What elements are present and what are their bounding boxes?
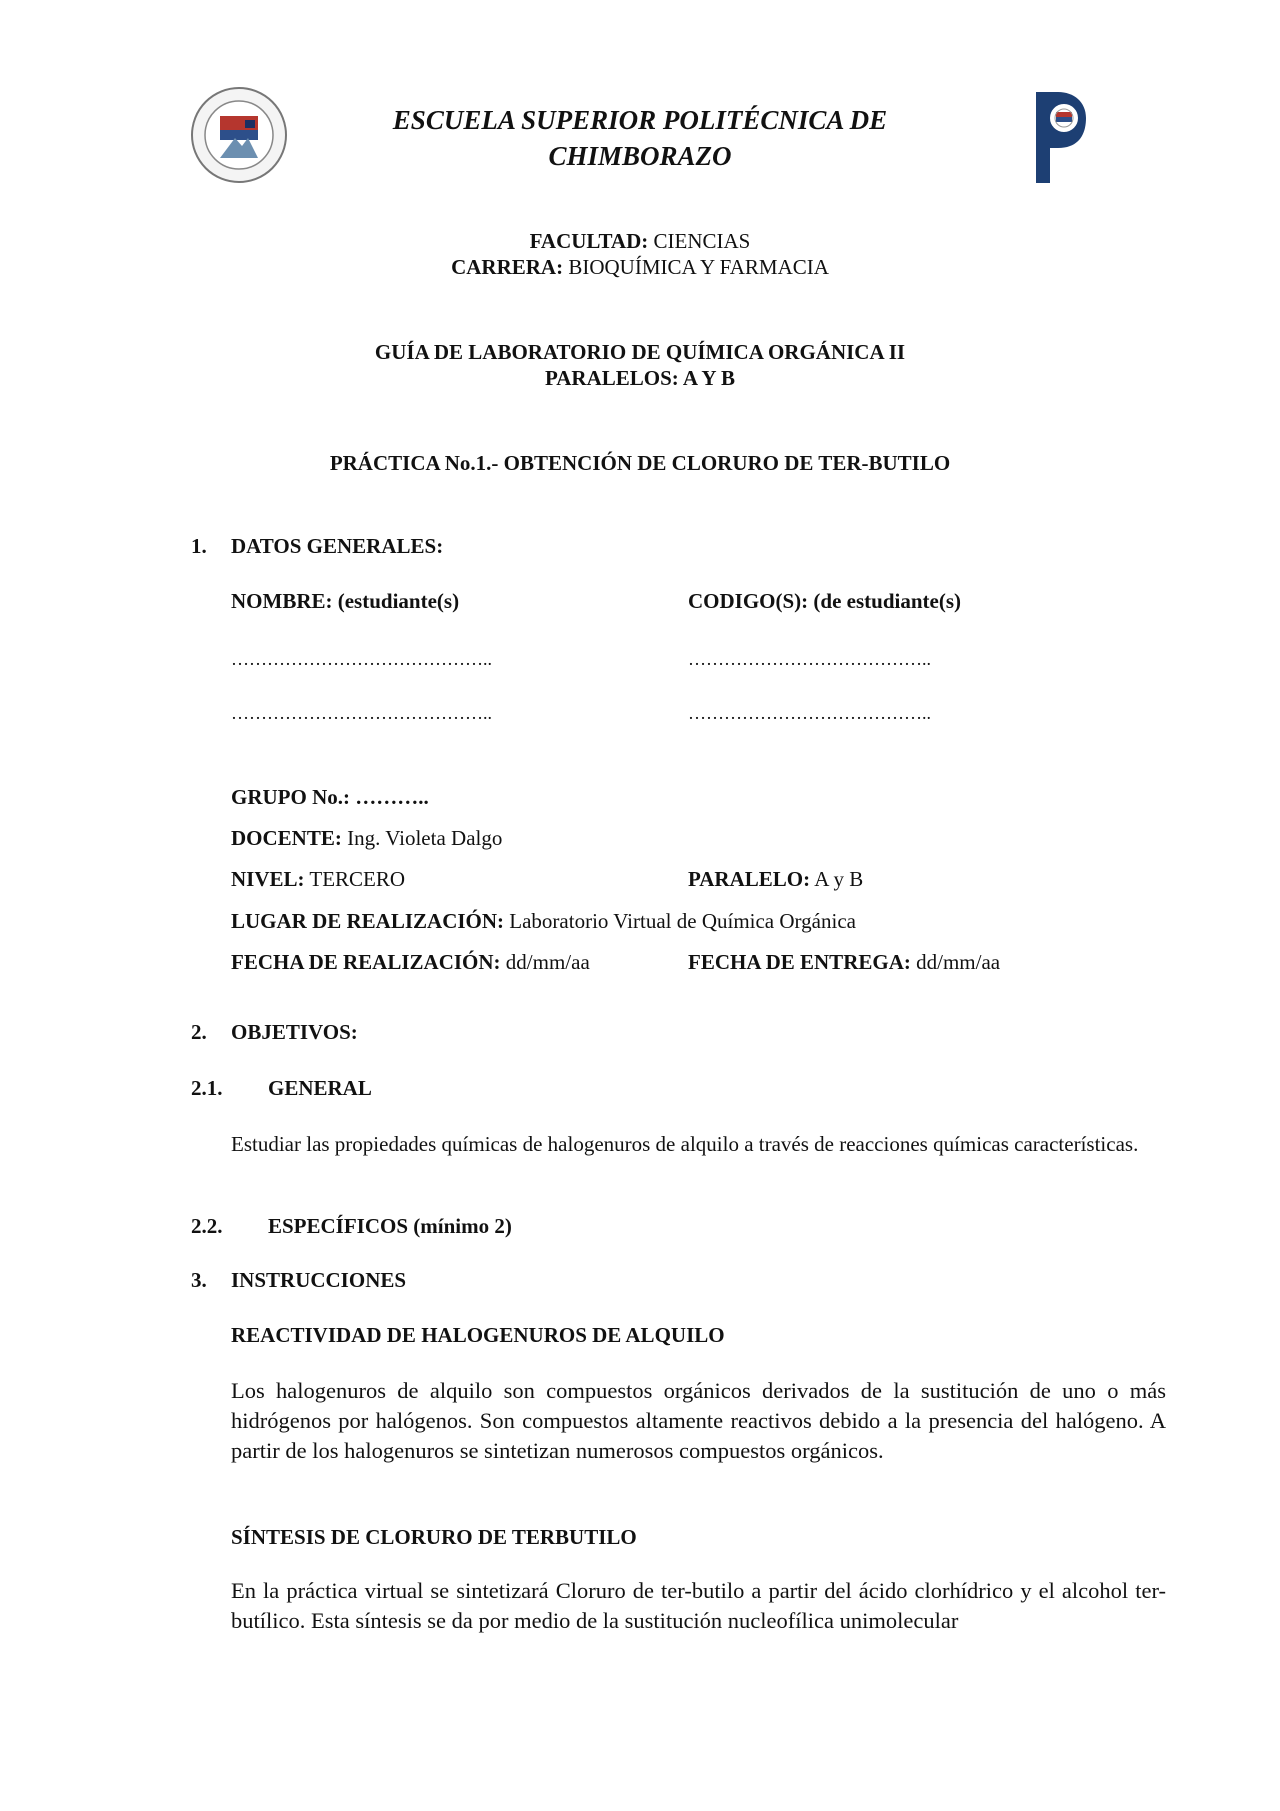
career-value: BIOQUÍMICA Y FARMACIA bbox=[568, 255, 829, 279]
guide-parallels: PARALELOS: A Y B bbox=[544, 366, 735, 390]
general-number: 2.1. bbox=[191, 1076, 223, 1100]
delivery-value: dd/mm/aa bbox=[916, 950, 1001, 974]
university-title-line2: CHIMBORAZO bbox=[548, 141, 732, 171]
faculty-label: FACULTAD: bbox=[529, 229, 649, 253]
level-value: TERCERO bbox=[309, 867, 406, 891]
guide-title: GUÍA DE LABORATORIO DE QUÍMICA ORGÁNICA II bbox=[374, 340, 906, 364]
parallel-label: PARALELO: bbox=[688, 867, 811, 891]
group-value: ……….. bbox=[355, 785, 429, 809]
place-line bbox=[231, 909, 856, 934]
teacher-value: Ing. Violeta Dalgo bbox=[347, 826, 503, 850]
date-label: FECHA DE REALIZACIÓN: bbox=[231, 950, 501, 974]
practice-title: PRÁCTICA No.1.- OBTENCIÓN DE CLORURO DE TER-BUTILO bbox=[329, 451, 951, 475]
section3-number: 3. bbox=[191, 1268, 207, 1292]
faculty-line bbox=[0, 229, 1280, 254]
code-blank-2: ………………………………….. bbox=[688, 703, 931, 723]
group-line bbox=[231, 785, 429, 810]
name-label: NOMBRE: (estudiante(s) bbox=[231, 589, 460, 613]
date-line bbox=[231, 950, 590, 975]
group-label: GRUPO No.: bbox=[231, 785, 350, 809]
teacher-line bbox=[231, 826, 502, 851]
place-label: LUGAR DE REALIZACIÓN: bbox=[231, 909, 505, 933]
teacher-label: DOCENTE: bbox=[231, 826, 342, 850]
parallel-line bbox=[688, 867, 863, 892]
reactivity-text: Los halogenuros de alquilo son compuestos orgánicos derivados de la sustitución de uno o más hidrógenos por halógenos. Son compuestos altamente reactivos debido a la presencia del halógeno. A partir de los halogenuros se sintetizan numerosos compuestos orgánicos. bbox=[231, 1378, 1166, 1463]
career-line bbox=[0, 255, 1280, 280]
date-value: dd/mm/aa bbox=[505, 950, 590, 974]
parallel-value: A y B bbox=[814, 867, 864, 891]
level-label: NIVEL: bbox=[231, 867, 305, 891]
specific-title: ESPECÍFICOS (mínimo 2) bbox=[268, 1214, 512, 1238]
section2-number: 2. bbox=[191, 1020, 207, 1044]
career-label: CARRERA: bbox=[451, 255, 564, 279]
delivery-label: FECHA DE ENTREGA: bbox=[688, 950, 911, 974]
section1-title: DATOS GENERALES: bbox=[231, 534, 444, 558]
name-blank-2: …………………………………….. bbox=[231, 703, 492, 723]
code-label: CODIGO(S): (de estudiante(s) bbox=[688, 589, 961, 613]
faculty-value: CIENCIAS bbox=[653, 229, 751, 253]
university-title-line1: ESCUELA SUPERIOR POLITÉCNICA DE bbox=[392, 105, 888, 135]
specific-number: 2.2. bbox=[191, 1214, 223, 1238]
general-title: GENERAL bbox=[268, 1076, 372, 1100]
section2-title: OBJETIVOS: bbox=[231, 1020, 358, 1044]
reactivity-title: REACTIVIDAD DE HALOGENUROS DE ALQUILO bbox=[231, 1323, 725, 1347]
name-blank-1: …………………………………….. bbox=[231, 649, 492, 669]
synthesis-text: En la práctica virtual se sintetizará Cloruro de ter-butilo a partir del ácido clorhídrico y el alcohol ter-butílico. Esta síntesis se da por medio de la sustitución nucleofílica unimolecular bbox=[231, 1578, 1166, 1633]
synthesis-title: SÍNTESIS DE CLORURO DE TERBUTILO bbox=[231, 1525, 637, 1549]
place-value: Laboratorio Virtual de Química Orgánica bbox=[509, 909, 856, 933]
code-blank-1: ………………………………….. bbox=[688, 649, 931, 669]
delivery-line bbox=[688, 950, 1000, 975]
level-line bbox=[231, 867, 405, 892]
general-objective-text: Estudiar las propiedades químicas de halogenuros de alquilo a través de reacciones químicas características. bbox=[231, 1132, 1139, 1156]
section3-title: INSTRUCCIONES bbox=[231, 1268, 407, 1292]
section1-number: 1. bbox=[191, 534, 207, 558]
